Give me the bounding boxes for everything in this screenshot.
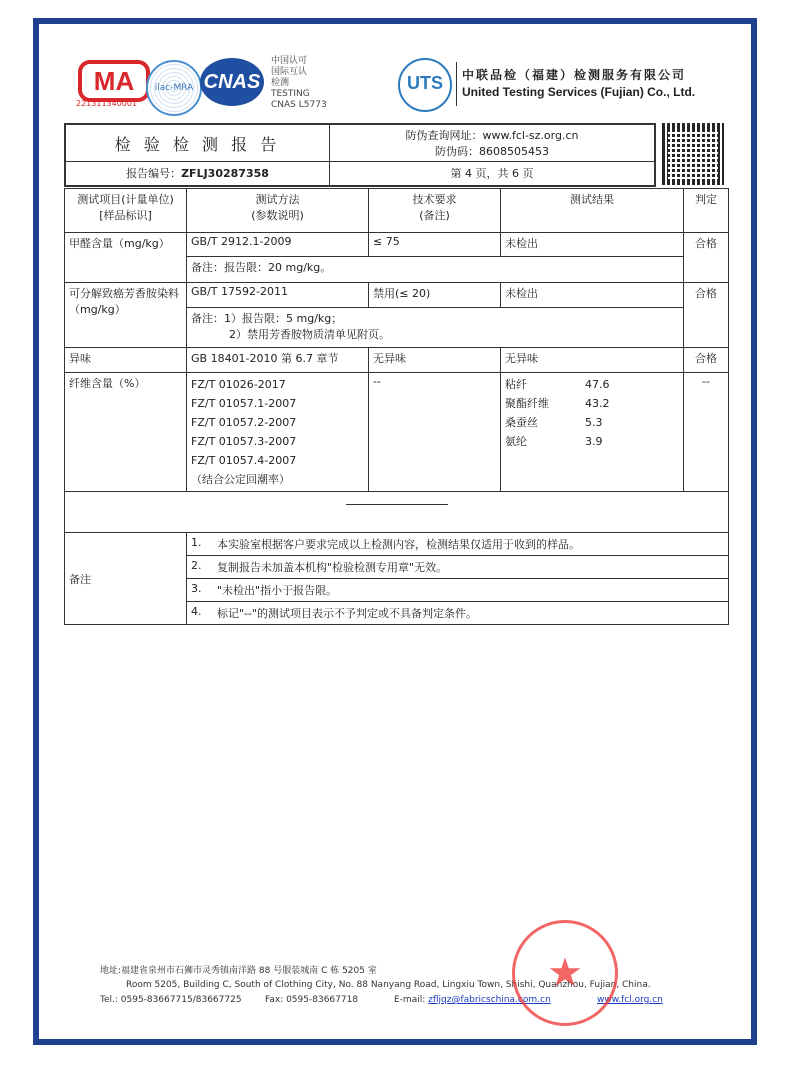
- address-en: Room 5205, Building C, South of Clothing City, No. 88 Nanyang Road, Lingxiu Town, Shishi, Quanzhou, Fujian, China.: [126, 980, 651, 990]
- cnas-logo: CNAS: [200, 58, 264, 106]
- table-row: [65, 283, 729, 308]
- note-line: 2）禁用芳香胺物质清单见附页。: [229, 328, 390, 341]
- fiber-name: 聚酯纤维: [505, 397, 549, 410]
- report-number-value: ZFLJ30287358: [181, 167, 269, 181]
- star-icon: ★: [547, 950, 583, 996]
- item: 甲醛含量（mg/kg）: [65, 233, 187, 283]
- method: FZ/T 01057.1-2007: [191, 397, 297, 410]
- report-number: [65, 162, 330, 186]
- method: FZ/T 01026-2017: [191, 378, 286, 391]
- fiber-name: 氨纶: [505, 435, 527, 448]
- verdict: --: [684, 373, 729, 492]
- result: 无异味: [501, 348, 684, 373]
- method: GB/T 2912.1-2009: [187, 233, 369, 257]
- table-row: [65, 233, 729, 257]
- row-note: [187, 308, 684, 348]
- requirement: 无异味: [369, 348, 501, 373]
- fiber-value: 5.3: [585, 416, 603, 429]
- fiber-name: 桑蚕丝: [505, 416, 538, 429]
- remark-number: 2.: [191, 559, 202, 572]
- remarks-label: 备注: [65, 533, 187, 625]
- fiber-results: [501, 373, 684, 492]
- col-header-requirement: 技术要求 (备注): [369, 189, 501, 233]
- remark-item: [187, 579, 728, 602]
- qr-code: [662, 123, 724, 185]
- remark-text: 标记"--"的测试项目表示不予判定或不具备判定条件。: [217, 607, 478, 620]
- remark-text: 复制报告未加盖本机构"检验检测专用章"无效。: [217, 561, 448, 574]
- methods: [187, 373, 369, 492]
- remark-text: "未检出"指小于报告限。: [217, 584, 338, 597]
- cma-number: 221311340001: [76, 99, 138, 108]
- address-cn: 地址:福建省泉州市石狮市灵秀镇南洋路 88 号服装城南 C 栋 5205 室: [100, 966, 377, 976]
- note-line: 备注：1）报告限：5 mg/kg；: [191, 312, 343, 325]
- report-title: 检 验 检 测 报 告: [65, 124, 330, 162]
- uts-logo: UTS: [398, 58, 452, 112]
- cnas-line: 国际互认: [271, 67, 308, 77]
- method: GB/T 17592-2011: [187, 283, 369, 308]
- cma-logo: MA: [78, 60, 150, 102]
- item: 可分解致癌芳香胺染料（mg/kg）: [65, 283, 187, 348]
- email-label: E-mail:: [394, 995, 429, 1005]
- ilac-logo: ilac-MRA: [146, 60, 202, 116]
- fiber-value: 47.6: [585, 378, 610, 391]
- website-link[interactable]: www.fcl.org.cn: [597, 995, 663, 1005]
- requirement: --: [369, 373, 501, 492]
- page-info: 第 4 页，共 6 页: [330, 162, 656, 186]
- method: FZ/T 01057.4-2007: [191, 454, 297, 467]
- col-header-item: 测试项目(计量单位) [样品标识]: [65, 189, 187, 233]
- fiber-value: 43.2: [585, 397, 610, 410]
- item: 纤维含量（%）: [65, 373, 187, 492]
- divider: [456, 62, 457, 106]
- result: 未检出: [501, 283, 684, 308]
- telephone: Tel.: 0595-83667715/83667725: [100, 995, 242, 1005]
- results-table: [64, 188, 729, 625]
- verify-code: 防伪码：8608505453: [435, 145, 549, 158]
- fiber-name: 粘纤: [505, 378, 527, 391]
- item: 异味: [65, 348, 187, 373]
- cnas-line: TESTING: [271, 89, 310, 99]
- table-row: [65, 373, 729, 492]
- remark-item: [187, 556, 728, 579]
- fiber-row: [505, 413, 679, 432]
- fiber-value: 3.9: [585, 435, 603, 448]
- remark-number: 3.: [191, 582, 202, 595]
- company-name-cn: 中联品检（福建）检测服务有限公司: [462, 68, 687, 82]
- col-header-verdict: 判定: [684, 189, 729, 233]
- cnas-line: CNAS L5773: [271, 100, 327, 110]
- verdict: 合格: [684, 283, 729, 348]
- method: FZ/T 01057.2-2007: [191, 416, 297, 429]
- company-name-en: United Testing Services (Fujian) Co., Ltd.: [462, 85, 696, 99]
- official-stamp: [512, 920, 618, 1026]
- report-number-label: 报告编号：: [126, 167, 182, 181]
- end-line: [346, 504, 448, 505]
- verify-url: 防伪查询网址：www.fcl-sz.org.cn: [405, 129, 579, 142]
- fax: Fax: 0595-83667718: [265, 995, 359, 1005]
- method: GB 18401-2010 第 6.7 章节: [187, 348, 369, 373]
- remarks-list: [187, 533, 729, 625]
- end-separator-row: [65, 492, 729, 533]
- fiber-row: [505, 375, 679, 394]
- cnas-line: 中国认可: [271, 56, 308, 66]
- remark-text: 本实验室根据客户要求完成以上检测内容，检测结果仅适用于收到的样品。: [217, 538, 580, 551]
- remark-item: [187, 533, 728, 556]
- cnas-text: [271, 56, 327, 111]
- row-note: 备注：报告限：20 mg/kg。: [187, 257, 684, 283]
- table-row: [65, 348, 729, 373]
- requirement: ≤ 75: [369, 233, 501, 257]
- remark-number: 4.: [191, 605, 202, 618]
- fiber-row: [505, 432, 679, 451]
- requirement: 禁用(≤ 20): [369, 283, 501, 308]
- cnas-line: 检测: [271, 78, 290, 88]
- remark-item: [187, 602, 728, 624]
- verdict: 合格: [684, 233, 729, 283]
- col-header-method: 测试方法 (参数说明): [187, 189, 369, 233]
- col-header-result: 测试结果: [501, 189, 684, 233]
- report-header-table: [64, 123, 656, 187]
- remark-number: 1.: [191, 536, 202, 549]
- verdict: 合格: [684, 348, 729, 373]
- method: （结合公定回潮率）: [191, 473, 290, 486]
- method: FZ/T 01057.3-2007: [191, 435, 297, 448]
- fiber-row: [505, 394, 679, 413]
- result: 未检出: [501, 233, 684, 257]
- email-link[interactable]: zfljqz@fabricschina.com.cn: [428, 995, 551, 1005]
